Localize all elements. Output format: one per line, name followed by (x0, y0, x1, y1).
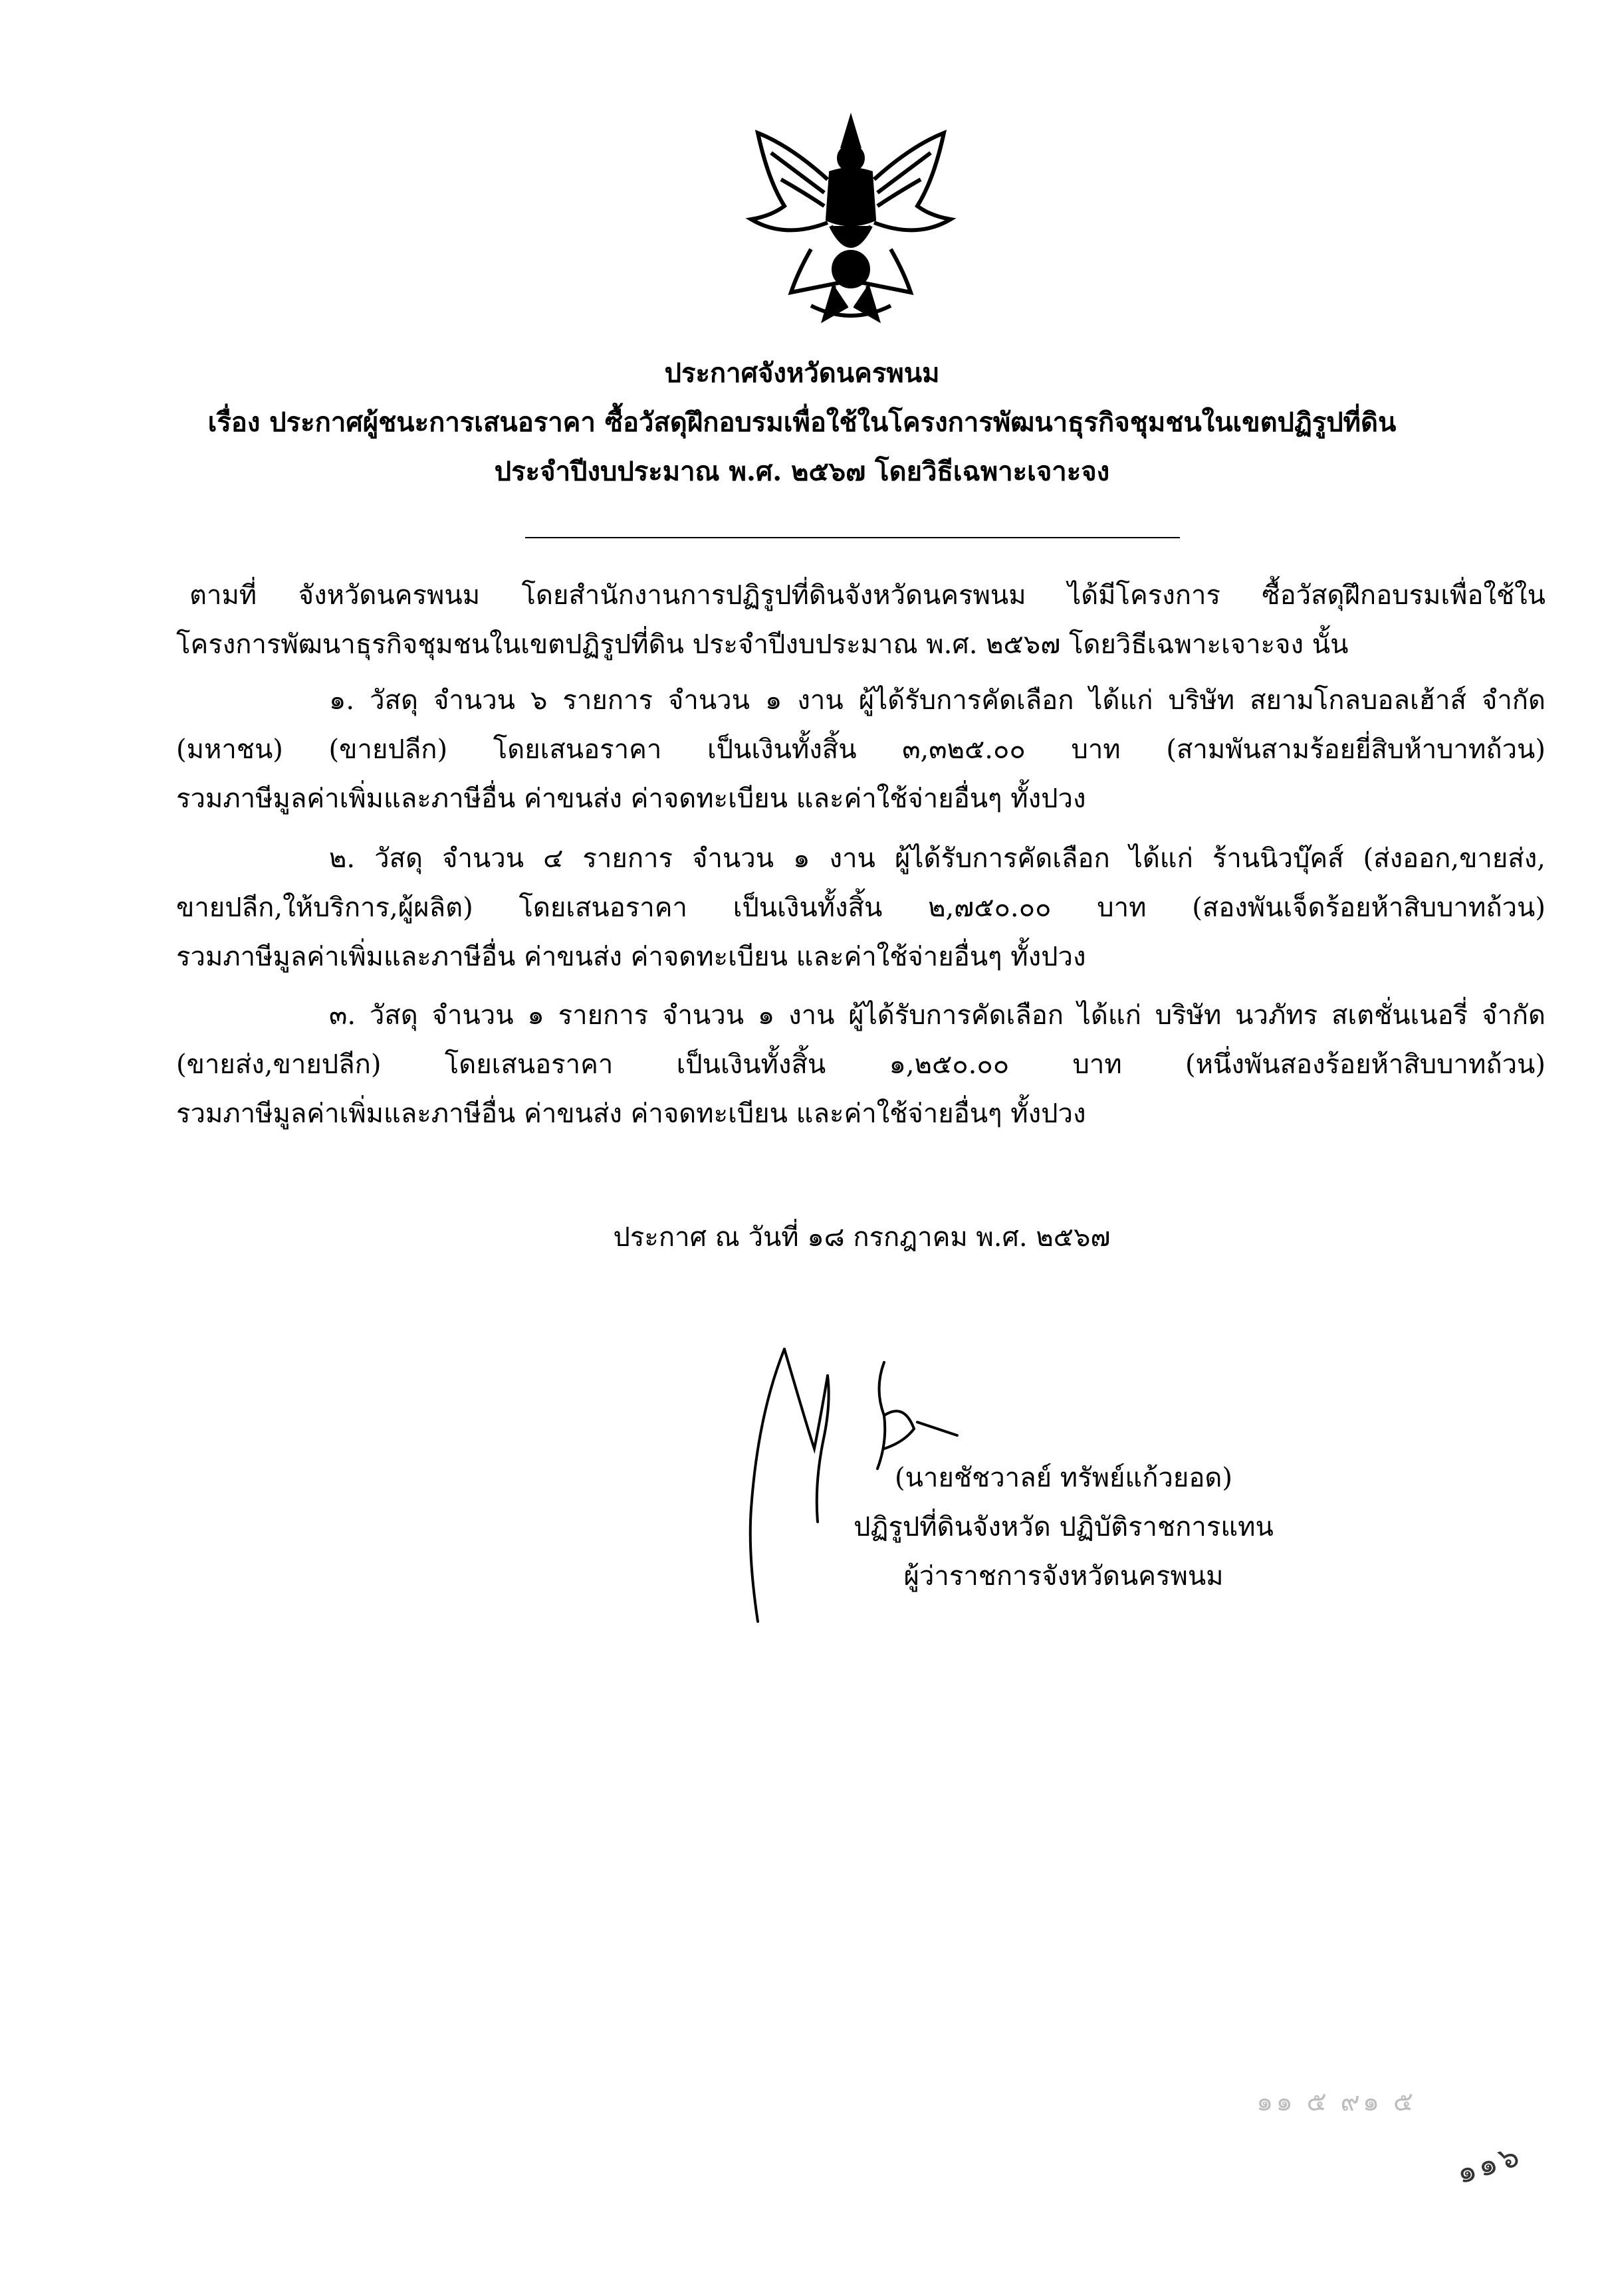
item-2-line-2: ขายปลีก,ให้บริการ,ผู้ผลิต) โดยเสนอราคา เป็นเงินทั้งสิ้น ๒,๗๕๐.๐๐ บาท (สองพันเจ็ดร้อยห้าสิบบาทถ้วน) (176, 892, 1546, 923)
item-3-line-3: รวมภาษีมูลค่าเพิ่มและภาษีอื่น ค่าขนส่ง ค่าจดทะเบียน และค่าใช้จ่ายอื่นๆ ทั้งปวง (176, 1098, 1086, 1129)
signatory-position-2: ผู้ว่าราชการจังหวัดนครพนม (903, 1561, 1224, 1592)
stamp-handwritten-number: ๑๑๖ (1451, 2136, 1526, 2192)
garuda-emblem-icon (731, 106, 971, 332)
item-3-line-2: (ขายส่ง,ขายปลีก) โดยเสนอราคา เป็นเงินทั้งสิ้น ๑,๒๕๐.๐๐ บาท (หนึ่งพันสองร้อยห้าสิบบาทถ้วน) (176, 1049, 1546, 1080)
header-divider (525, 537, 1180, 538)
announcement-subject: เรื่อง ประกาศผู้ชนะการเสนอราคา ซื้อวัสดุฝึกอบรมเพื่อใช้ในโครงการพัฒนาธุรกิจชุมชนในเขตปฏิรูปที่ดิน (207, 407, 1397, 438)
announcement-date: ประกาศ ณ วันที่ ๑๘ กรกฎาคม พ.ศ. ๒๕๖๗ (613, 1222, 1111, 1253)
item-2-line-3: รวมภาษีมูลค่าเพิ่มและภาษีอื่น ค่าขนส่ง ค่าจดทะเบียน และค่าใช้จ่ายอื่นๆ ทั้งปวง (176, 942, 1086, 972)
item-1-line-2: (มหาชน) (ขายปลีก) โดยเสนอราคา เป็นเงินทั้งสิ้น ๓,๓๒๕.๐๐ บาท (สามพันสามร้อยยี่สิบห้าบาทถ้วน) (176, 734, 1546, 765)
item-3-line-1: ๓. วัสดุ จำนวน ๑ รายการ จำนวน ๑ งาน ผู้ได้รับการคัดเลือก ได้แก่ บริษัท นวภัทร สเตชั่นเนอรี่ จำกัด (329, 1000, 1546, 1031)
signatory-position-1: ปฏิรูปที่ดินจังหวัด ปฏิบัติราชการแทน (854, 1512, 1274, 1542)
received-stamp (1230, 2073, 1549, 2213)
item-1-line-1: ๑. วัสดุ จำนวน ๖ รายการ จำนวน ๑ งาน ผู้ได้รับการคัดเลือก ได้แก่ บริษัท สยามโกลบอลเฮ้าส์ จำกัด (329, 685, 1546, 716)
item-1-line-3: รวมภาษีมูลค่าเพิ่มและภาษีอื่น ค่าขนส่ง ค่าจดทะเบียน และค่าใช้จ่ายอื่นๆ ทั้งปวง (176, 783, 1086, 814)
intro-line-1: ตามที่ จังหวัดนครพนม โดยสำนักงานการปฏิรูปที่ดินจังหวัดนครพนม ได้มีโครงการ ซื้อวัสดุฝึกอบรมเพื่อใช้ใน (189, 580, 1546, 611)
announcement-title: ประกาศจังหวัดนครพนม (664, 358, 940, 389)
stamp-faint-text: ๑๑ ๕ ๙๑ ๕ (1256, 2087, 1417, 2117)
intro-line-2: โครงการพัฒนาธุรกิจชุมชนในเขตปฏิรูปที่ดิน ประจำปีงบประมาณ พ.ศ. ๒๕๖๗ โดยวิธีเฉพาะเจาะจง นั้น (176, 629, 1349, 660)
signatory-name: (นายชัชวาลย์ ทรัพย์แก้วยอด) (895, 1463, 1232, 1493)
item-2-line-1: ๒. วัสดุ จำนวน ๔ รายการ จำนวน ๑ งาน ผู้ได้รับการคัดเลือก ได้แก่ ร้านนิวบุ๊คส์ (ส่งออก,ขายส่ง, (329, 843, 1546, 874)
announcement-subject-continued: ประจำปีงบประมาณ พ.ศ. ๒๕๖๗ โดยวิธีเฉพาะเจาะจง (494, 456, 1110, 487)
